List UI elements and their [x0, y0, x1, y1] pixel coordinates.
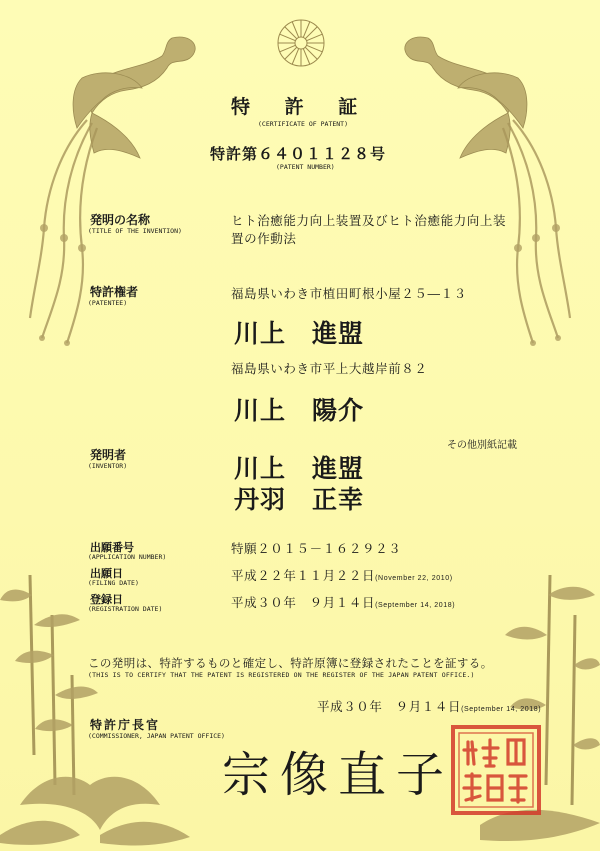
issue-date: [317, 697, 541, 715]
chrysanthemum-crest-icon: [276, 18, 326, 68]
phoenix-left-ornament-icon: [22, 28, 212, 358]
invention-label-en: (TITLE OF THE INVENTION): [88, 227, 182, 235]
invention-title-line1: ヒト治癒能力向上装置及びヒト治癒能力向上装: [231, 213, 507, 228]
patentee-name-2: 川上 陽介: [234, 396, 365, 425]
inventor-name-2: 丹羽 正幸: [234, 485, 365, 514]
registration-date-label-en: (REGISTRATION DATE): [88, 605, 163, 613]
registration-date-label: 登録日: [90, 593, 123, 606]
invention-label: 発明の名称: [90, 213, 151, 227]
certificate-title: 特 許 証: [231, 96, 372, 118]
registration-date-jp: 平成３０年 ９月１４日: [231, 595, 376, 610]
inventor-label: 発明者: [90, 448, 127, 462]
patentee-label: 特許権者: [90, 285, 139, 299]
inventor-name-1: 川上 進盟: [234, 454, 365, 483]
patentee-address-2: 福島県いわき市平上大越岸前８２: [231, 361, 428, 376]
filing-date-label-en: (FILING DATE): [88, 579, 139, 587]
certification-statement: この発明は、特許するものと確定し、特許原簿に登録されたことを証する。: [88, 656, 493, 670]
invention-title-line2: 置の作動法: [231, 231, 297, 246]
patent-number-en: (PATENT NUMBER): [276, 163, 335, 171]
issue-date-en: (September 14, 2018): [461, 706, 542, 713]
registration-date-value: [231, 593, 455, 611]
official-seal-stamp-icon: [450, 724, 542, 816]
commissioner-label-en: (COMMISSIONER, JAPAN PATENT OFFICE): [88, 732, 225, 740]
patentee-name-1: 川上 進盟: [234, 319, 365, 348]
filing-date-value: [231, 566, 453, 584]
issue-date-jp: 平成３０年 ９月１４日: [317, 699, 462, 714]
phoenix-right-ornament-icon: [388, 28, 578, 358]
commissioner-label: 特許庁長官: [90, 718, 161, 732]
commissioner-signature: 宗像直子: [222, 747, 455, 803]
patentee-address-1: 福島県いわき市植田町根小屋２５―１３: [231, 286, 467, 301]
filing-date-jp: 平成２２年１１月２２日: [231, 568, 376, 583]
application-number-label-en: (APPLICATION NUMBER): [88, 553, 167, 561]
inventor-label-en: (INVENTOR): [88, 462, 128, 470]
certification-statement-en: (THIS IS TO CERTIFY THAT THE PATENT IS REGISTERED ON THE REGISTER OF THE JAPAN PATENT OFFICE.): [88, 671, 475, 679]
filing-date-en: (November 22, 2010): [375, 575, 453, 582]
application-number-value: 特願２０１５－１６２９２３: [231, 541, 402, 556]
certificate-title-en: (CERTIFICATE OF PATENT): [258, 120, 349, 128]
registration-date-en: (September 14, 2018): [375, 602, 456, 609]
application-number-label: 出願番号: [90, 541, 134, 554]
patent-number: 特許第６４０１１２８号: [210, 145, 387, 163]
filing-date-label: 出願日: [90, 567, 123, 580]
patentee-label-en: (PATENTEE): [88, 299, 128, 307]
other-inventors-note: その他別紙記載: [447, 440, 517, 451]
